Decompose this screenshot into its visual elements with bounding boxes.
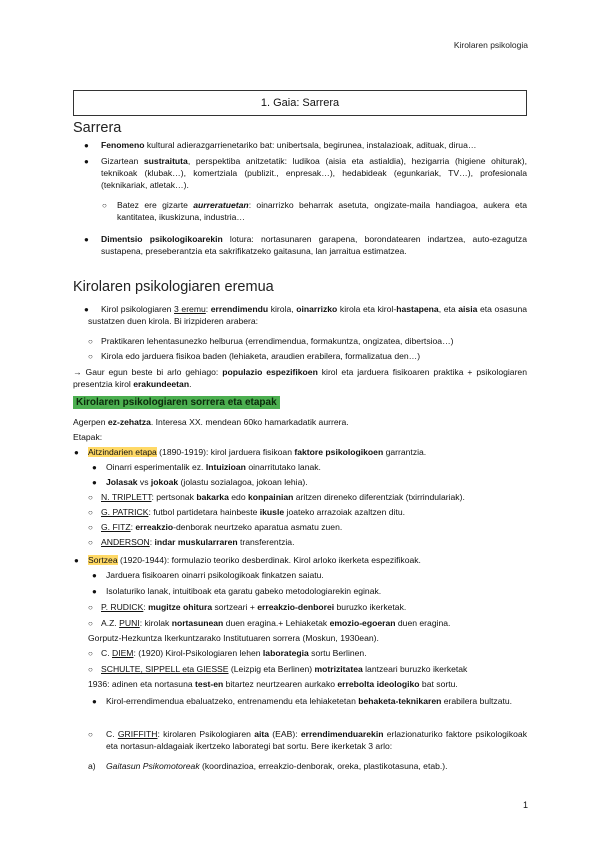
paragraph: Agerpen ez-zehatza. Interesa XX. mendean 60ko hamarkadatik aurrera. (73, 417, 349, 427)
list-item: G. FITZ: erreakzio-denborak neurtzeko aparatua asmatu zuen. (101, 522, 343, 532)
heading-eremua: Kirolaren psikologiaren eremua (73, 279, 274, 295)
list-item: C. DIEM: (1920) Kirol-Psikologiaren lehen laborategia sortu Berlinen. (101, 648, 367, 658)
circle-bullet-icon: ○ (88, 730, 93, 739)
circle-bullet-icon: ○ (88, 493, 93, 502)
list-item: Gaitasun Psikomotoreak (koordinazioa, erreakzio-denborak, oreka, plastikotasuna, etab.). (106, 761, 448, 771)
circle-bullet-icon: ○ (88, 538, 93, 547)
bullet-icon: ● (92, 463, 97, 472)
list-item: Batez ere gizarte aurreratuetan: oinarrizko beharrak asetuta, ongizate-maila handiagoa, aukera eta kantitatea, ikuskizuna, industria… (117, 200, 527, 222)
list-item: SCHULTE, SIPPELL eta GIESSE (Leizpig eta Berlinen) motrizitatea lantzeari buruzko ikerketak (101, 664, 468, 674)
bullet-icon: ● (84, 235, 89, 244)
list-item: Fenomeno kultural adierazgarrienetariko bat: unibertsala, begirunea, instalazioak, adituak, dirua… (101, 140, 477, 150)
chapter-title-box: 1. Gaia: Sarrera (73, 90, 527, 116)
list-item: Jarduera fisikoaren oinarri psikologikoak finkatzen saiatu. (106, 570, 324, 580)
page-number: 1 (522, 800, 528, 810)
paragraph: Etapak: (73, 432, 103, 442)
circle-bullet-icon: ○ (88, 603, 93, 612)
list-item: N. TRIPLETT: pertsonak bakarka edo konpainian aritzen direneko diferentziak (txirrindulariak). (101, 492, 465, 502)
list-item: Sortzea (1920-1944): formulazio teoriko desberdinak. Kirol arloko ikerketa espezifikoak. (88, 555, 421, 565)
list-item: Kirol psikologiaren 3 eremu: errendimendu kirola, oinarrizko kirola eta kirol-hastapena, eta aisia eta osasuna sustatzen duen kirola. Bi irizpideren arabera: (88, 304, 528, 326)
paragraph: 1936: adinen eta nortasuna test-en bitartez neurtzearen aurkako errebolta ideologiko bat sortu. (88, 679, 458, 689)
circle-bullet-icon: ○ (88, 352, 93, 361)
bullet-icon: ● (92, 697, 97, 706)
bullet-icon: ● (84, 141, 89, 150)
circle-bullet-icon: ○ (88, 523, 93, 532)
list-item: Kirola edo jarduera fisikoa baden (lehiaketa, araudien erabilera, formalizatua den…) (101, 351, 421, 361)
list-item: A.Z. PUNI: kirolak nortasunean duen eragina.+ Lehiaketak emozio-egoeran duen eragina. (101, 618, 451, 628)
heading-sarrera: Sarrera (73, 120, 122, 136)
circle-bullet-icon: ○ (102, 201, 107, 210)
list-item: Kirol-errendimendua ebaluatzeko, entrenamendu eta lehiaketetan behaketa-teknikaren erabilera bultzatu. (106, 696, 513, 706)
circle-bullet-icon: ○ (88, 649, 93, 658)
bullet-icon: ● (92, 571, 97, 580)
list-item: G. PATRICK: futbol partidetara hainbeste ikusle joateko arrazoiak azaltzen ditu. (101, 507, 405, 517)
list-item: Gizartean sustraituta, perspektiba anitzetatik: ludikoa (aisia eta astialdia), hezigarria (higiene ohiturak), teknikoak (klubak…), komertziala (publizit., enpresak…), hedabideak (egunkariak, TV…), profesionala (teknikariak, atletak…). (101, 156, 527, 190)
list-item: Aitzindarien etapa (1890-1919): kirol jarduera fisikoan faktore psikologikoen garrantzia. (88, 447, 427, 457)
list-item: Praktikaren lehentasunezko helburua (errendimendua, formakuntza, ongizatea, dibertsioa…) (101, 336, 454, 346)
list-item: P. RUDICK: mugitze ohitura sortzeari + erreakzio-denborei buruzko ikerketak. (101, 602, 407, 612)
list-item: Isolaturiko lanak, intuitiboak eta garatu gabeko metodologiarekin eginak. (106, 586, 382, 596)
circle-bullet-icon: ○ (88, 619, 93, 628)
section-heading-highlight: Kirolaren psikologiaren sorrera eta etapak (73, 397, 280, 409)
bullet-icon: ● (92, 587, 97, 596)
list-item: Dimentsio psikologikoarekin lotura: nortasunaren garapena, borondatearen indartzea, auto-ezagutza sustapena, preseberantzia eta sakrifikatzeko gaitasuna, lan jarraitua estimatzea. (101, 234, 528, 256)
bullet-icon: ● (84, 157, 89, 166)
bullet-icon: ● (92, 478, 97, 487)
list-item: Jolasak vs jokoak (jolastu sozialagoa, jokoan lehia). (106, 477, 308, 487)
circle-bullet-icon: ○ (88, 508, 93, 517)
paragraph: → Gaur egun beste bi arlo gehiago: populazio espezifikoen kirol eta jarduera fisikoaren praktika + psikologiaren presentzia kirol erakundeetan. (73, 367, 527, 389)
bullet-icon: ● (84, 305, 89, 314)
bullet-icon: ● (74, 556, 79, 565)
circle-bullet-icon: ○ (88, 337, 93, 346)
circle-bullet-icon: ○ (88, 665, 93, 674)
running-header: Kirolaren psikologia (453, 40, 528, 50)
list-item: C. GRIFFITH: kirolaren Psikologiaren aita (EAB): errendimenduarekin erlazionaturiko faktore psikologikoak eta nortasun-aldagaiak ikertzeko laborategi bat sortu. Bere ikerketak 3 arlo: (106, 729, 527, 751)
sub-item-label: a) (88, 761, 96, 771)
bullet-icon: ● (74, 448, 79, 457)
list-item: Oinarri esperimentalik ez. Intuizioan oinarritutako lanak. (106, 462, 321, 472)
paragraph: Gorputz-Hezkuntza Ikerkuntzarako Institutuaren sorrera (Moskun, 1930ean). (88, 633, 379, 643)
list-item: ANDERSON: indar muskularraren transferentzia. (101, 537, 295, 547)
